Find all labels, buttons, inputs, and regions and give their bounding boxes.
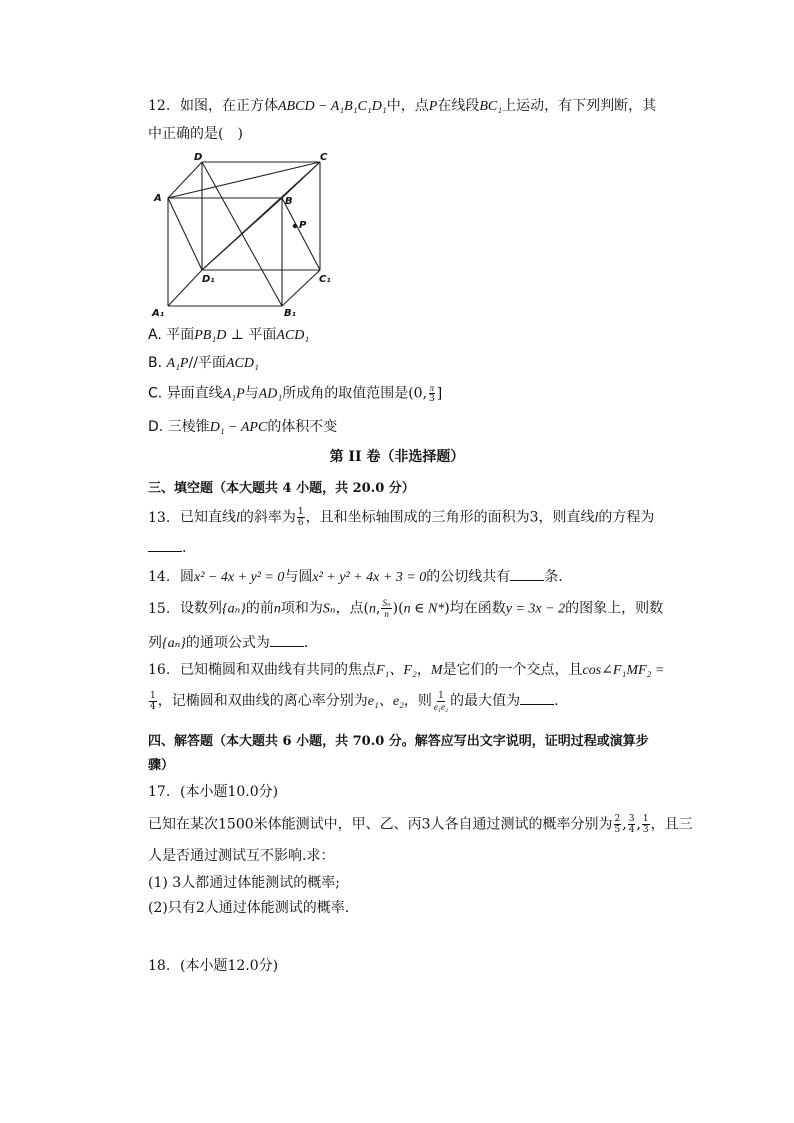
- fraction: $\frac{1}{4}$: [150, 690, 156, 712]
- q17-header: 17. (本小题10.0分): [148, 784, 279, 800]
- section4-heading-line1: 四、解答题（本大题共 6 小题，共 70.0 分。解答应写出文字说明，证明过程或演算步: [148, 734, 649, 749]
- answer-blank[interactable]: [510, 566, 544, 581]
- q16-line1: 16. 已知椭圆和双曲线有共同的焦点F₁、F₂，M是它们的一个交点，且cos∠F₁MF₂ =: [148, 662, 665, 678]
- label-d1: D₁: [202, 274, 215, 285]
- section4-heading-line2: 骤）: [148, 758, 175, 773]
- q12-line1: 12. 如图，在正方体ABCD − A₁B₁C₁D₁中，点P在线段BC₁上运动，有下列判断，其: [148, 98, 657, 114]
- answer-blank[interactable]: [520, 690, 554, 705]
- fraction: $\frac{\text{Sₙ}}{n}$: [382, 598, 391, 619]
- cube-figure: [148, 148, 348, 320]
- q17-sub1: (1) 3人都通过体能测试的概率;: [148, 875, 340, 891]
- answer-blank[interactable]: [270, 632, 304, 647]
- fraction: $\frac{1}{6}$: [297, 507, 304, 528]
- label-b1: B₁: [284, 308, 297, 319]
- label-b: B: [285, 196, 293, 207]
- label-c1: C₁: [319, 274, 331, 285]
- q18-header: 18. (本小题12.0分): [148, 958, 279, 974]
- label-c: C: [320, 152, 328, 163]
- q15-line2: 列{aₙ}的通项公式为 .: [148, 632, 308, 654]
- label-d: D: [194, 152, 203, 163]
- cube-name: ABCD − A₁B₁C₁D₁: [278, 99, 387, 114]
- section3-heading: 三、填空题（本大题共 4 小题，共 20.0 分）: [148, 481, 415, 496]
- part2-title: 第 II 卷（非选择题）: [329, 449, 465, 465]
- q13-line1: 13. 已知直线l的斜率为 $\frac{1}{6}$ ，且和坐标轴围成的三角形的面积为3，则直线l的方程为: [148, 507, 655, 528]
- q12-line2: 中正确的是( ): [148, 126, 243, 142]
- fraction: $\frac{1}{\text{e₁e₂}}$: [433, 690, 449, 712]
- point-p: [293, 224, 297, 228]
- answer-blank[interactable]: [148, 537, 182, 552]
- q17-line1: 已知在某次1500米体能测试中，甲、乙、丙3人各自通过测试的概率分别为 $\frac{2}{5}$ , $\frac{3}{4}$ , $\frac{1}{3}$ ，且三: [148, 814, 693, 835]
- option-b: B. A₁P//平面ACD₁: [148, 355, 259, 371]
- label-a1: A₁: [152, 308, 165, 319]
- fraction: $\frac{1}{3}$: [642, 814, 649, 835]
- option-a: A. 平面PB₁D ⊥ 平面ACD₁: [148, 327, 310, 343]
- q15-line1: 15. 设数列{aₙ}的前n项和为Sₙ，点(n, $\frac{\text{Sₙ}}{n}$ )(n ∈ N*)均在函数y = 3x − 2的图象上，则数: [148, 598, 664, 619]
- label-a: A: [154, 193, 162, 204]
- q17-line2: 人是否通过测试互不影响.求：: [148, 848, 335, 864]
- option-c: C. 异面直线A₁P与AD₁所成角的取值范围是(0, $\frac{\pi}{3}$ ]: [148, 383, 443, 404]
- q14-line: 14. 圆x² − 4x + y² = 0与圆x² + y² + 4x + 3 = 0的公切线共有 条.: [148, 566, 563, 588]
- fraction: $\frac{3}{4}$: [628, 814, 635, 835]
- fraction: $\frac{\pi}{3}$: [429, 383, 435, 404]
- q17-sub2: (2)只有2人通过体能测试的概率.: [148, 900, 350, 916]
- label-p: P: [299, 220, 307, 231]
- q12-number: 12.: [148, 98, 171, 114]
- option-d: D. 三棱锥D₁ − APC的体积不变: [148, 419, 338, 435]
- q16-line2: $\frac{1}{4}$ ，记椭圆和双曲线的离心率分别为e₁、e₂，则 $\frac{1}{\text{e₁e₂}}$ 的最大值为 .: [150, 690, 559, 712]
- q13-line2: .: [148, 537, 186, 558]
- fraction: $\frac{2}{5}$: [614, 814, 621, 835]
